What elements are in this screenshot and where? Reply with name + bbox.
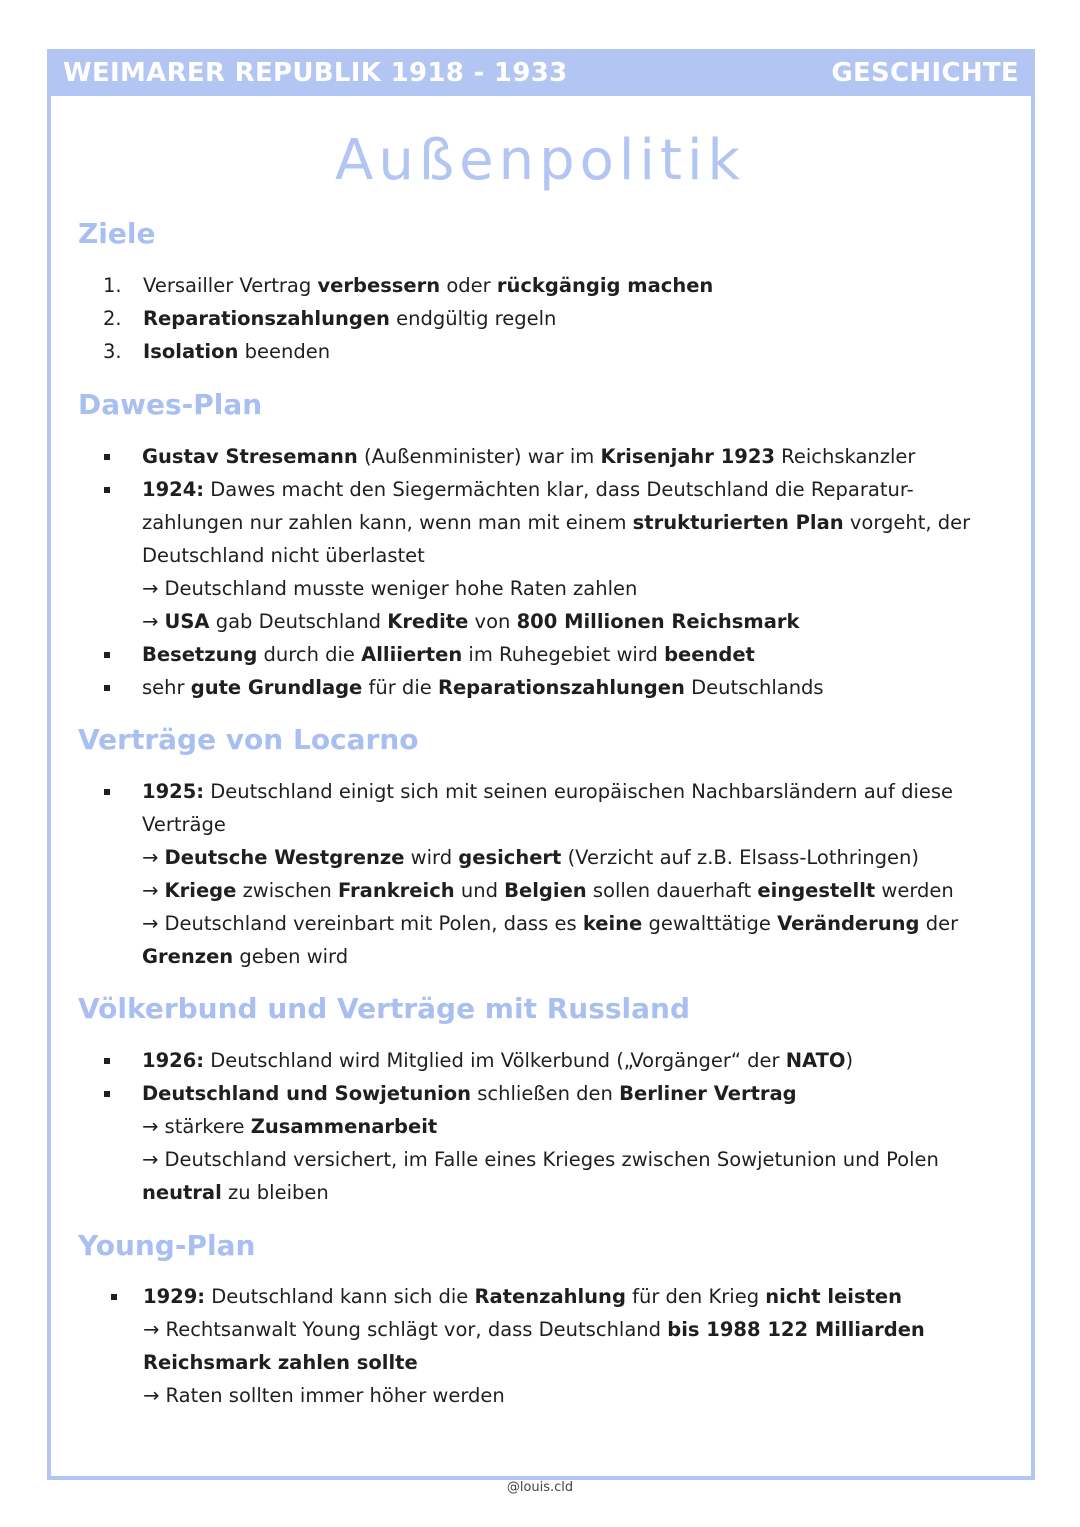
list-item: Isolation beenden xyxy=(143,340,331,363)
list-item: sehr gute Grundlage für die Reparationszahlungen Deutschlands xyxy=(142,676,824,699)
bullet-icon xyxy=(104,454,110,460)
header-subject: GESCHICHTE xyxy=(831,57,1019,88)
text-line: neutral zu bleiben xyxy=(142,1181,329,1204)
section-heading-young: Young-Plan xyxy=(78,1229,256,1262)
section-heading-ziele: Ziele xyxy=(78,217,156,250)
list-number: 3. xyxy=(103,340,122,363)
arrow-line: → Deutschland musste weniger hohe Raten zahlen xyxy=(142,577,638,600)
list-item: Deutschland und Sowjetunion schließen den Berliner Vertrag xyxy=(142,1082,797,1105)
list-item: Versailler Vertrag verbessern oder rückgängig machen xyxy=(143,274,714,297)
arrow-line: → Kriege zwischen Frankreich und Belgien sollen dauerhaft eingestellt werden xyxy=(142,879,954,902)
text-line: Grenzen geben wird xyxy=(142,945,349,968)
list-item: 1929: Deutschland kann sich die Ratenzahlung für den Krieg nicht leisten xyxy=(143,1285,903,1308)
arrow-line: → Raten sollten immer höher werden xyxy=(143,1384,505,1407)
bullet-icon xyxy=(104,487,110,493)
bullet-icon xyxy=(104,1091,110,1097)
arrow-line: → Deutschland vereinbart mit Polen, dass es keine gewalttätige Veränderung der xyxy=(142,912,959,935)
bullet-icon xyxy=(104,789,110,795)
arrow-line: → Rechtsanwalt Young schlägt vor, dass Deutschland bis 1988 122 Milliarden xyxy=(143,1318,925,1341)
bullet-icon xyxy=(104,1058,110,1064)
text-line: zahlungen nur zahlen kann, wenn man mit einem strukturierten Plan vorgeht, der xyxy=(142,511,971,534)
section-heading-locarno: Verträge von Locarno xyxy=(78,723,419,756)
bullet-icon xyxy=(111,1294,117,1300)
arrow-line: → stärkere Zusammenarbeit xyxy=(142,1115,438,1138)
list-item: 1924: Dawes macht den Siegermächten klar, dass Deutschland die Reparatur- xyxy=(142,478,914,501)
header-bar xyxy=(47,49,1035,96)
section-heading-voelkerbund: Völkerbund und Verträge mit Russland xyxy=(78,992,691,1025)
list-number: 1. xyxy=(103,274,122,297)
page-title: Außenpolitik xyxy=(335,128,745,193)
text-line: Deutschland nicht überlastet xyxy=(142,544,425,567)
text-line: Verträge xyxy=(142,813,226,836)
list-item: 1925: Deutschland einigt sich mit seinen europäischen Nachbarsländern auf diese xyxy=(142,780,954,803)
bullet-icon xyxy=(104,652,110,658)
section-heading-dawes: Dawes-Plan xyxy=(78,388,263,421)
list-item: Gustav Stresemann (Außenminister) war im Krisenjahr 1923 Reichskanzler xyxy=(142,445,916,468)
header-topic: WEIMARER REPUBLIK 1918 - 1933 xyxy=(63,57,568,88)
arrow-line: → Deutsche Westgrenze wird gesichert (Verzicht auf z.B. Elsass-Lothringen) xyxy=(142,846,919,869)
list-item: Besetzung durch die Alliierten im Ruhegebiet wird beendet xyxy=(142,643,755,666)
footer-credit: @louis.cld xyxy=(506,1480,574,1495)
list-item: Reparationszahlungen endgültig regeln xyxy=(143,307,557,330)
page-frame xyxy=(47,49,1035,1480)
bullet-icon xyxy=(104,685,110,691)
text-line: Reichsmark zahlen sollte xyxy=(143,1351,418,1374)
list-number: 2. xyxy=(103,307,122,330)
list-item: 1926: Deutschland wird Mitglied im Völkerbund („Vorgänger“ der NATO) xyxy=(142,1049,854,1072)
arrow-line: → Deutschland versichert, im Falle eines Krieges zwischen Sowjetunion und Polen xyxy=(142,1148,939,1171)
arrow-line: → USA gab Deutschland Kredite von 800 Millionen Reichsmark xyxy=(142,610,800,633)
